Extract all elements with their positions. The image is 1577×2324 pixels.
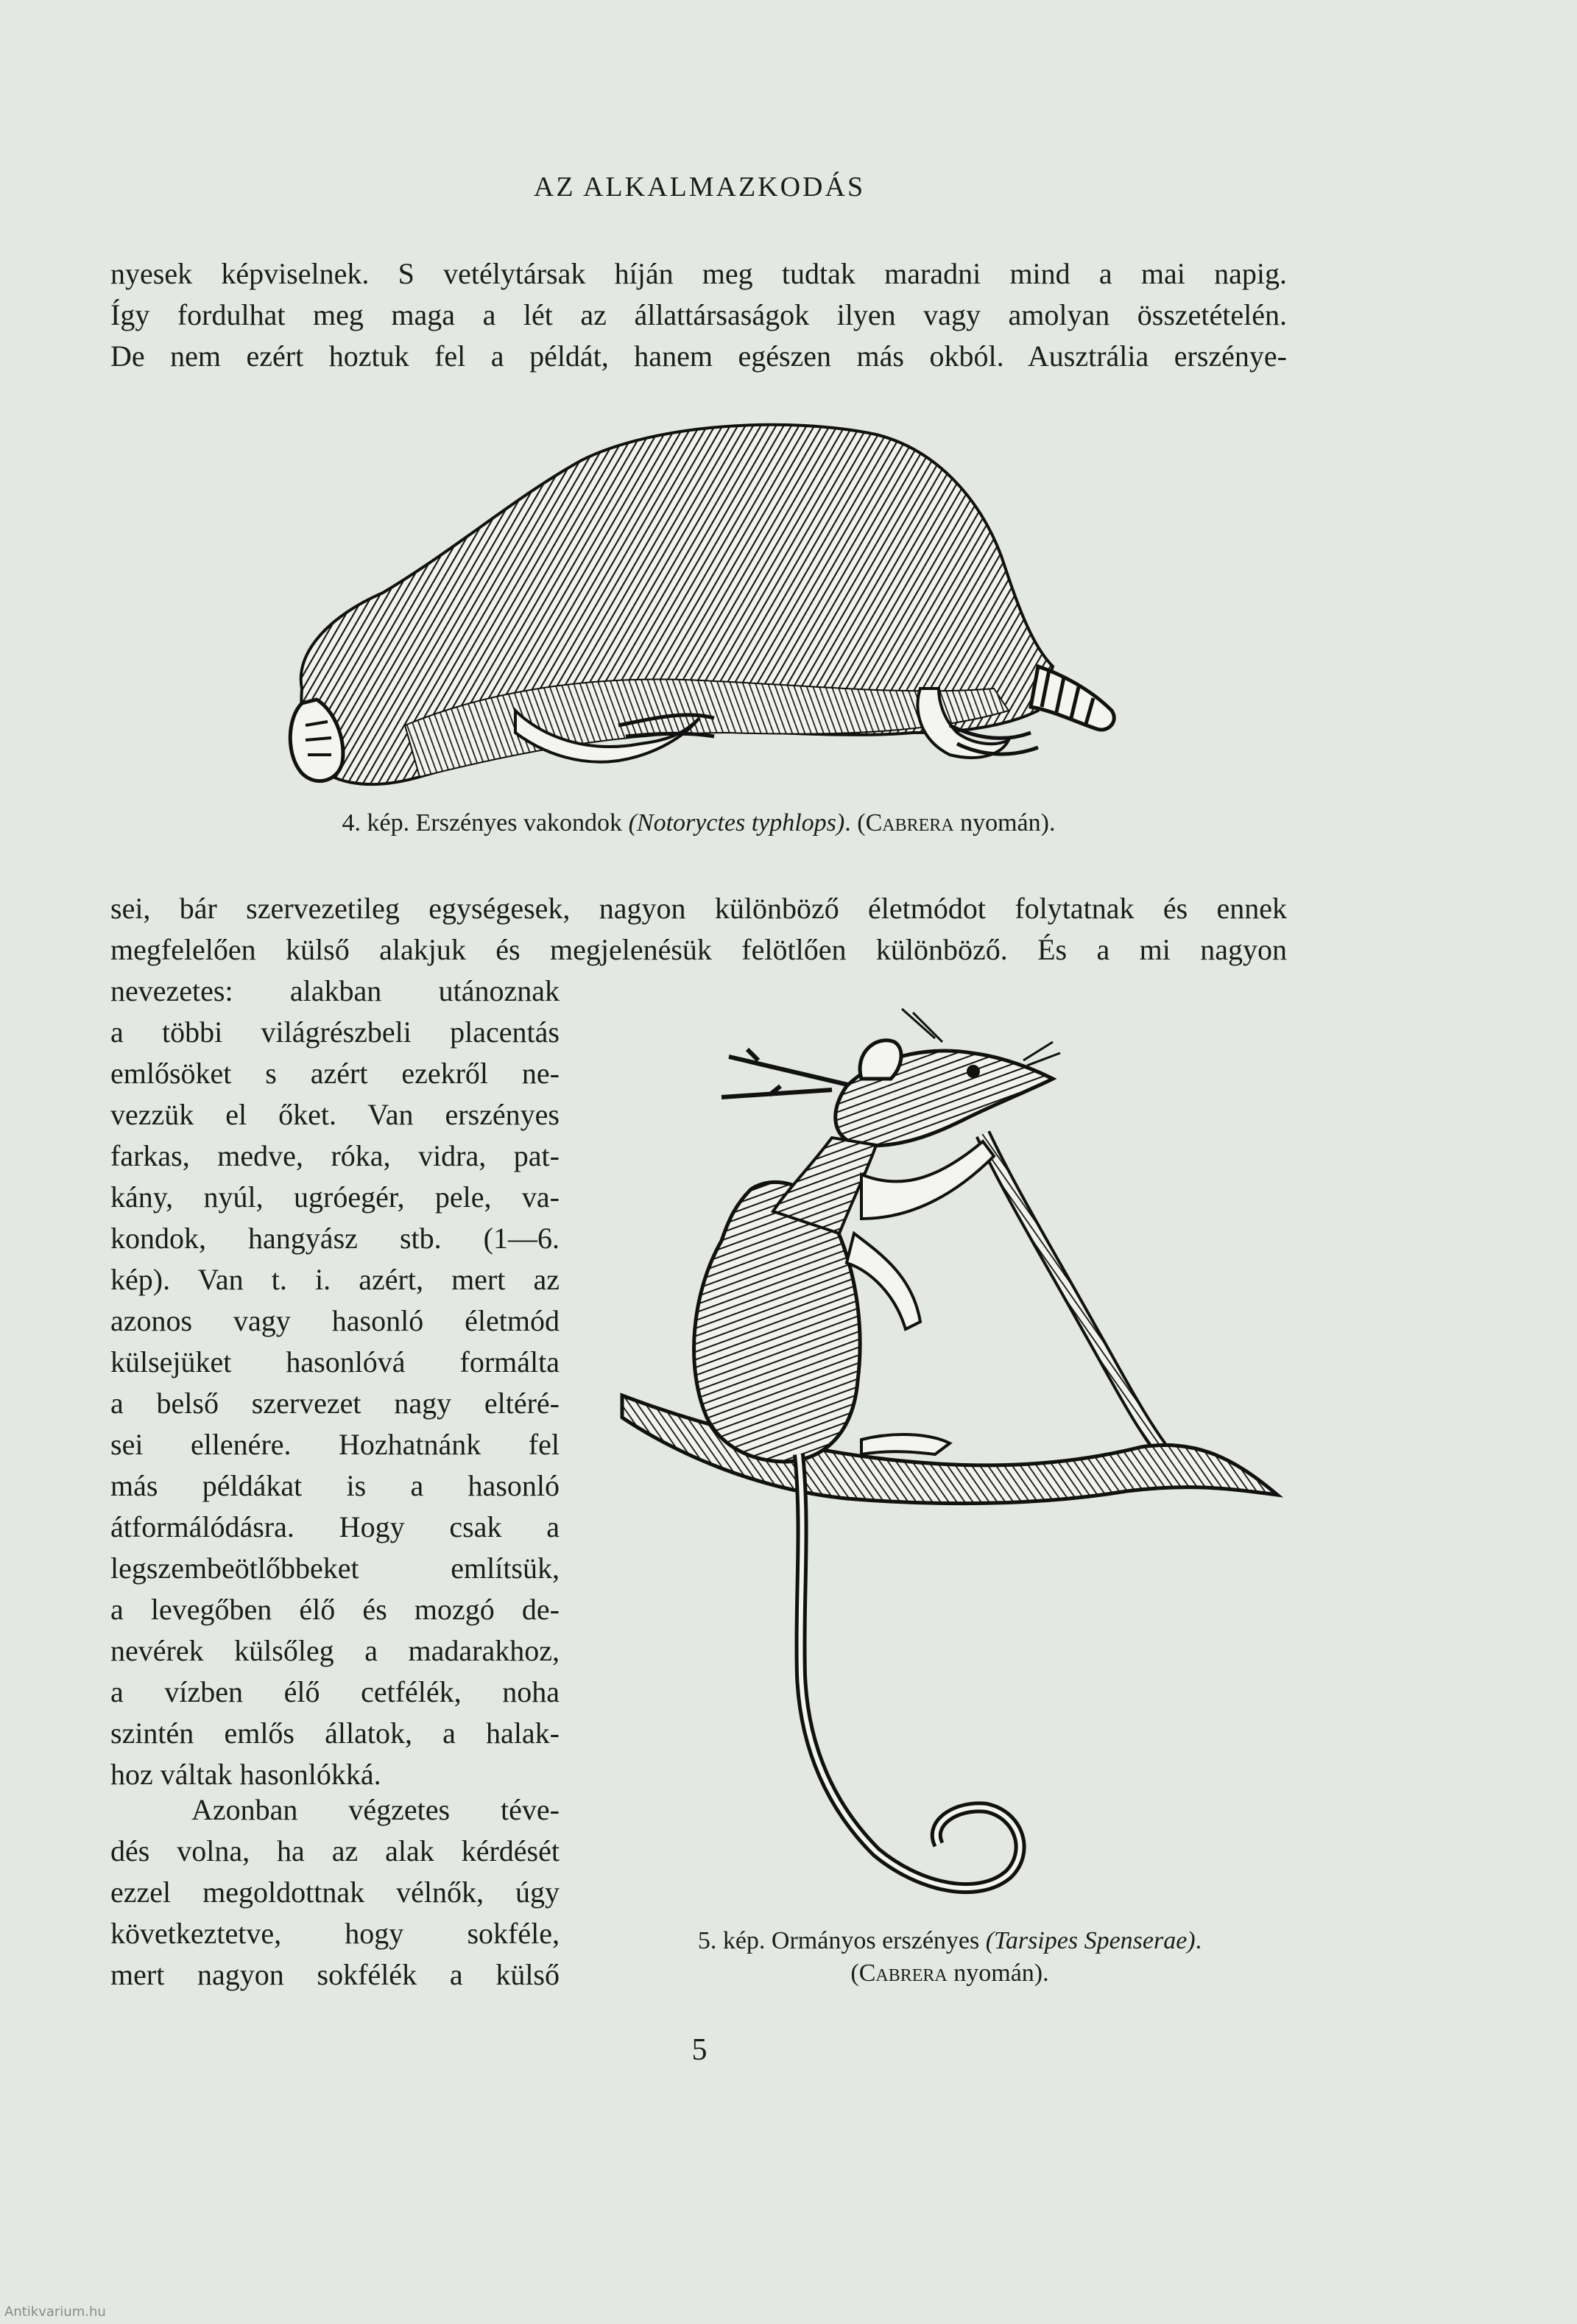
text-line: kép). Van t. i. azért, mert az: [110, 1263, 560, 1296]
text-line: nyesek képviselnek. S vetélytársak híján meg tudtak maradni mind a mai napig.: [110, 257, 1287, 290]
text-line: a belső szervezet nagy eltéré-: [110, 1387, 560, 1420]
text-line: farkas, medve, róka, vidra, pat-: [110, 1139, 560, 1172]
text-line: átformálódásra. Hogy csak a: [110, 1510, 560, 1543]
text-line: a levegőben élő és mozgó de-: [110, 1593, 560, 1626]
middle-paragraph: [110, 888, 1287, 971]
caption-text: 5. kép. Ormányos erszényes: [697, 1927, 986, 1954]
text-line: kány, nyúl, ugróegér, pele, va-: [110, 1180, 560, 1214]
caption-text: nyomán).: [947, 1959, 1049, 1987]
text-line: De nem ezért hoztuk fel a példát, hanem egészen más okból. Ausztrália erszénye-: [110, 339, 1287, 373]
text-line: a többi világrészbeli placentás: [110, 1015, 560, 1049]
text-line: mert nagyon sokfélék a külső: [110, 1958, 560, 1991]
text-line: vezzük el őket. Van erszényes: [110, 1098, 560, 1131]
caption-text: nyomán).: [953, 809, 1056, 837]
left-column-paragraph-2: [110, 1789, 560, 1996]
caption-line-2: [611, 1957, 1288, 1990]
text-line: azonos vagy hasonló életmód: [110, 1304, 560, 1337]
text-line: legszembeötlőbbeket említsük,: [110, 1552, 560, 1585]
text-line: kondok, hangyász stb. (1—6.: [110, 1222, 560, 1255]
text-line: emlősöket s azért ezekről ne-: [110, 1057, 560, 1090]
text-line: megfelelően külső alakjuk és megjelenésük felötlően különböző. És a mi nagyon: [110, 933, 1287, 966]
text-line: más példákat is a hasonló: [110, 1469, 560, 1502]
text-line: hoz váltak hasonlókká.: [110, 1758, 381, 1791]
text-line: külsejüket hasonlóvá formálta: [110, 1345, 560, 1378]
top-paragraph: [110, 253, 1287, 377]
watermark: Antikvarium.hu: [4, 2304, 106, 2320]
text-line: Azonban végzetes téve-: [191, 1793, 560, 1826]
marsupial-mole-illustration: [272, 409, 1141, 799]
caption-line-1: [611, 1925, 1288, 1957]
caption-text: .: [1195, 1927, 1202, 1954]
text-line: szintén emlős állatok, a halak-: [110, 1716, 560, 1750]
text-line: sei ellenére. Hozhatnánk fel: [110, 1428, 560, 1461]
caption-species: (Tarsipes Spenserae): [985, 1927, 1196, 1954]
running-title: AZ ALKALMAZKODÁS: [533, 172, 866, 203]
text-line: nevezetes: alakban utánoznak: [110, 974, 560, 1007]
caption-text: 4. kép. Erszényes vakondok: [342, 809, 629, 837]
caption-author: Cabrera: [865, 809, 954, 837]
caption-text: . (: [844, 809, 866, 837]
text-line: nevérek külsőleg a madarakhoz,: [110, 1634, 560, 1667]
text-line: a vízben élő cetfélék, noha: [110, 1675, 560, 1708]
text-line: dés volna, ha az alak kérdését: [110, 1834, 560, 1867]
text-line: következtetve, hogy sokféle,: [110, 1917, 560, 1950]
figure-5-caption: [611, 1925, 1288, 1990]
caption-species: (Notoryctes typhlops): [628, 809, 845, 837]
page-number: 5: [691, 2033, 708, 2067]
figure-4-caption: [110, 807, 1287, 839]
honey-possum-illustration: [611, 998, 1288, 1918]
text-line: sei, bár szervezetileg egységesek, nagyon különböző életmódot folytatnak és ennek: [110, 892, 1287, 925]
caption-author: Cabrera: [858, 1959, 948, 1987]
caption-text: (: [850, 1959, 859, 1987]
text-line: ezzel megoldottnak vélnők, úgy: [110, 1876, 560, 1909]
left-column-paragraph-1: [110, 971, 560, 1795]
text-line: Így fordulhat meg maga a lét az állattársaságok ilyen vagy amolyan összetételén.: [110, 298, 1287, 331]
